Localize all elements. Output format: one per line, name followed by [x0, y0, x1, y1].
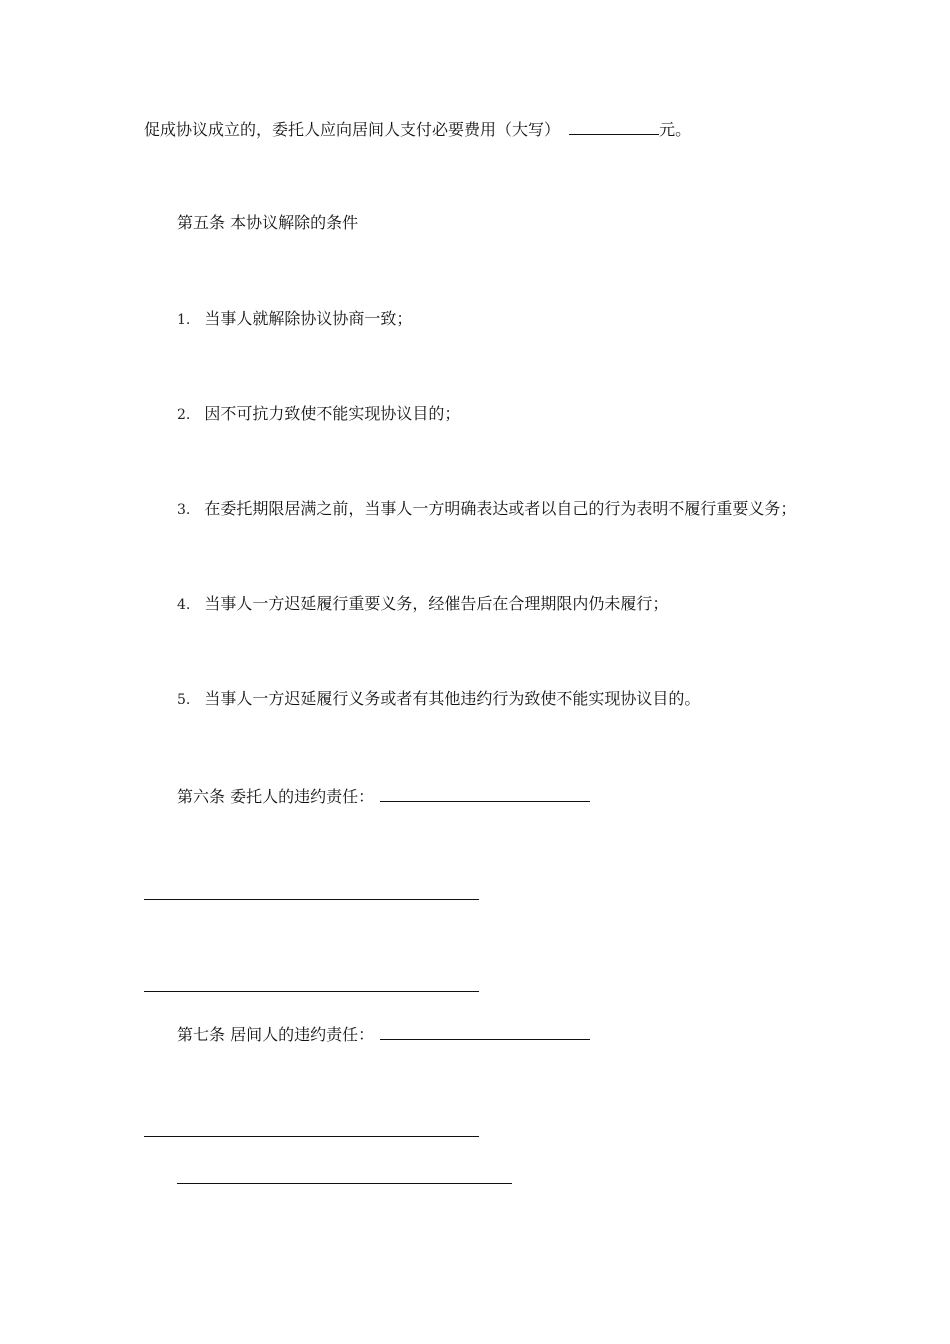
- condition-item: [177, 689, 700, 710]
- article6-blank[interactable]: [380, 785, 590, 802]
- condition-item: [177, 309, 412, 330]
- article6-blank-line-2[interactable]: [144, 991, 479, 992]
- article5-title: 第五条 本协议解除的条件: [177, 213, 359, 232]
- condition-item: [177, 499, 796, 520]
- condition-number: 2.: [177, 407, 191, 423]
- condition-text: 当事人一方迟延履行重要义务，经催告后在合理期限内仍未履行；: [204, 594, 669, 613]
- condition-text: 在委托期限居满之前，当事人一方明确表达或者以自己的行为表明不履行重要义务；: [204, 499, 797, 518]
- condition-number: 4.: [177, 597, 191, 613]
- fee-clause-suffix: 元。: [659, 120, 692, 139]
- article6-title-text: 第六条 委托人的违约责任：: [177, 787, 375, 806]
- condition-number: 5.: [177, 692, 191, 708]
- fee-amount-blank[interactable]: [569, 118, 659, 135]
- fee-clause-text: 促成协议成立的，委托人应向居间人支付必要费用（大写）: [144, 120, 561, 139]
- article7-blank-line-2[interactable]: [177, 1183, 512, 1184]
- condition-item: [177, 404, 460, 425]
- condition-text: 因不可抗力致使不能实现协议目的；: [204, 404, 461, 423]
- article6-title: [177, 785, 590, 807]
- article7-title-text: 第七条 居间人的违约责任：: [177, 1025, 375, 1044]
- condition-text: 当事人一方迟延履行义务或者有其他违约行为致使不能实现协议目的。: [204, 689, 701, 708]
- condition-number: 1.: [177, 312, 191, 328]
- condition-number: 3.: [177, 502, 191, 518]
- article6-blank-line-1[interactable]: [144, 899, 479, 900]
- article7-title: [177, 1023, 590, 1045]
- article7-blank[interactable]: [380, 1023, 590, 1040]
- condition-text: 当事人就解除协议协商一致；: [204, 309, 413, 328]
- article7-blank-line-1[interactable]: [144, 1136, 479, 1137]
- condition-item: [177, 594, 668, 615]
- fee-clause: [144, 118, 691, 140]
